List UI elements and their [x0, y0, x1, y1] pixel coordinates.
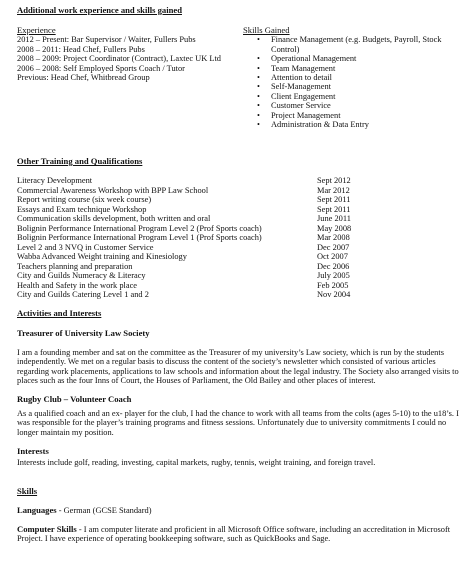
skills-gained-column [243, 26, 463, 129]
training-course: Report writing course (six week course) [17, 195, 152, 204]
skill-label: Client Engagement [271, 91, 336, 101]
bullet-icon: • [257, 82, 260, 92]
skill-label: Self-Management [271, 82, 331, 92]
bullet-icon: • [257, 73, 260, 83]
bullet-icon: • [257, 54, 260, 64]
skill-item [257, 54, 463, 63]
training-date: Mar 2008 [317, 233, 350, 242]
training-course: Teachers planning and preparation [17, 261, 133, 271]
training-course: City and Guilds Catering Level 1 and 2 [17, 290, 149, 299]
training-row [17, 262, 357, 272]
computer-skills-text: - I am computer literate and proficient in all Microsoft Office software, including an accreditation in Microsoft Project. I have experience of operating bookkeeping software, such as QuickBooks and Sage. [17, 525, 451, 544]
rugby-text: As a qualified coach and an ex- player for the club, I had the chance to work with all teams from the colts (ages 5-10) to the u18’s. I was responsible for the player’s training programs and fitness sessions. Unfortunately due to university commitments I could no longer maintain my position. [17, 409, 459, 437]
heading-skills: Skills [17, 486, 38, 496]
skill-item [257, 101, 463, 110]
training-course: Commercial Awareness Workshop with BPP Law School [17, 185, 209, 195]
skill-label: Customer Service [271, 101, 331, 111]
skill-item [257, 111, 463, 120]
training-date: Sept 2011 [317, 195, 351, 204]
experience-title: Experience [17, 25, 56, 35]
bullet-icon: • [257, 120, 260, 130]
training-row [17, 186, 357, 196]
training-date: Dec 2006 [317, 261, 350, 271]
training-row [17, 243, 357, 253]
skill-item [257, 35, 463, 54]
training-table [17, 176, 357, 300]
training-date: June 2011 [317, 214, 351, 223]
languages-text: - German (GCSE Standard) [56, 506, 152, 515]
bullet-icon: • [257, 35, 260, 45]
training-course: Wabba Advanced Weight training and Kinesiology [17, 252, 187, 261]
experience-item: 2012 – Present: Bar Supervisor / Waiter, Fullers Pubs [17, 35, 196, 45]
training-row [17, 224, 357, 234]
skill-label: Attention to detail [271, 73, 332, 83]
skill-item [257, 92, 463, 101]
computer-skills-line [17, 525, 463, 544]
experience-item: 2006 – 2008: Self Employed Sports Coach / Tutor [17, 63, 185, 73]
training-date: Nov 2004 [317, 290, 351, 299]
bullet-icon: • [257, 101, 260, 111]
interests-text: Interests include golf, reading, investing, capital markets, rugby, tennis, weight training, and foreign travel. [17, 458, 376, 467]
training-row [17, 252, 357, 262]
skill-label: Project Management [271, 110, 341, 120]
computer-skills-title: Computer Skills [17, 524, 77, 534]
training-date: May 2008 [317, 223, 352, 233]
skill-label: Operational Management [271, 54, 357, 64]
treasurer-text: I am a founding member and sat on the committee as the Treasurer of my university’s Law society, which is run by the students independently. We met on a regular basis to discuss the content of the society’s newsletter which consisted of various articles regarding work placements, applications to law schools and information about the legal industry. The Society also arranged visits to places such as the four Inns of Court, the Houses of Parliament, the Old Bailey and other places of interest. [17, 348, 459, 386]
training-course: Literacy Development [17, 176, 93, 185]
training-row [17, 290, 357, 300]
skill-label: Team Management [271, 63, 336, 73]
training-course: Health and Safety in the work place [17, 280, 137, 290]
experience-list [17, 35, 247, 83]
skill-item [257, 120, 463, 129]
training-date: Sept 2012 [317, 176, 351, 185]
languages-title: Languages [17, 505, 57, 515]
training-row [17, 214, 357, 224]
experience-item: 2008 – 2011: Head Chef, Fullers Pubs [17, 44, 145, 54]
training-row [17, 176, 357, 186]
training-course: Communication skills development, both written and oral [17, 214, 211, 223]
heading-activities: Activities and Interests [17, 308, 102, 318]
training-date: July 2005 [317, 271, 350, 280]
training-course: Bolignin Performance International Program Level 2 (Prof Sports coach) [17, 223, 262, 233]
training-row [17, 205, 357, 215]
training-row [17, 195, 357, 205]
training-date: Dec 2007 [317, 242, 350, 252]
training-course: Bolignin Performance International Program Level 1 (Prof Sports coach) [17, 233, 262, 242]
experience-column [17, 26, 247, 83]
heading-training: Other Training and Qualifications [17, 156, 143, 166]
treasurer-title: Treasurer of University Law Society [17, 328, 150, 338]
experience-item: Previous: Head Chef, Whitbread Group [17, 73, 150, 83]
bullet-icon: • [257, 110, 260, 120]
skill-item [257, 82, 463, 91]
training-date: Oct 2007 [317, 252, 348, 261]
bullet-icon: • [257, 91, 260, 101]
rugby-title: Rugby Club – Volunteer Coach [17, 394, 132, 404]
training-course: Essays and Exam technique Workshop [17, 204, 147, 214]
skill-label: Finance Management (e.g. Budgets, Payroll, Stock Control) [271, 35, 442, 54]
interests-title: Interests [17, 446, 49, 456]
training-row [17, 233, 357, 243]
skill-label: Administration & Data Entry [271, 120, 369, 130]
training-course: City and Guilds Numeracy & Literacy [17, 271, 146, 280]
training-row [17, 271, 357, 281]
training-course: Level 2 and 3 NVQ in Customer Service [17, 242, 154, 252]
training-date: Feb 2005 [317, 280, 349, 290]
skill-item [257, 73, 463, 82]
training-row [17, 281, 357, 291]
languages-line [17, 506, 152, 515]
heading-additional: Additional work experience and skills gained [17, 5, 182, 15]
skills-gained-title: Skills Gained [243, 25, 290, 35]
bullet-icon: • [257, 63, 260, 73]
training-date: Sept 2011 [317, 204, 351, 214]
skills-gained-list [257, 35, 463, 129]
skill-item [257, 64, 463, 73]
experience-item: 2008 – 2009: Project Coordinator (Contract), Laxtec UK Ltd [17, 54, 221, 64]
training-date: Mar 2012 [317, 185, 350, 195]
